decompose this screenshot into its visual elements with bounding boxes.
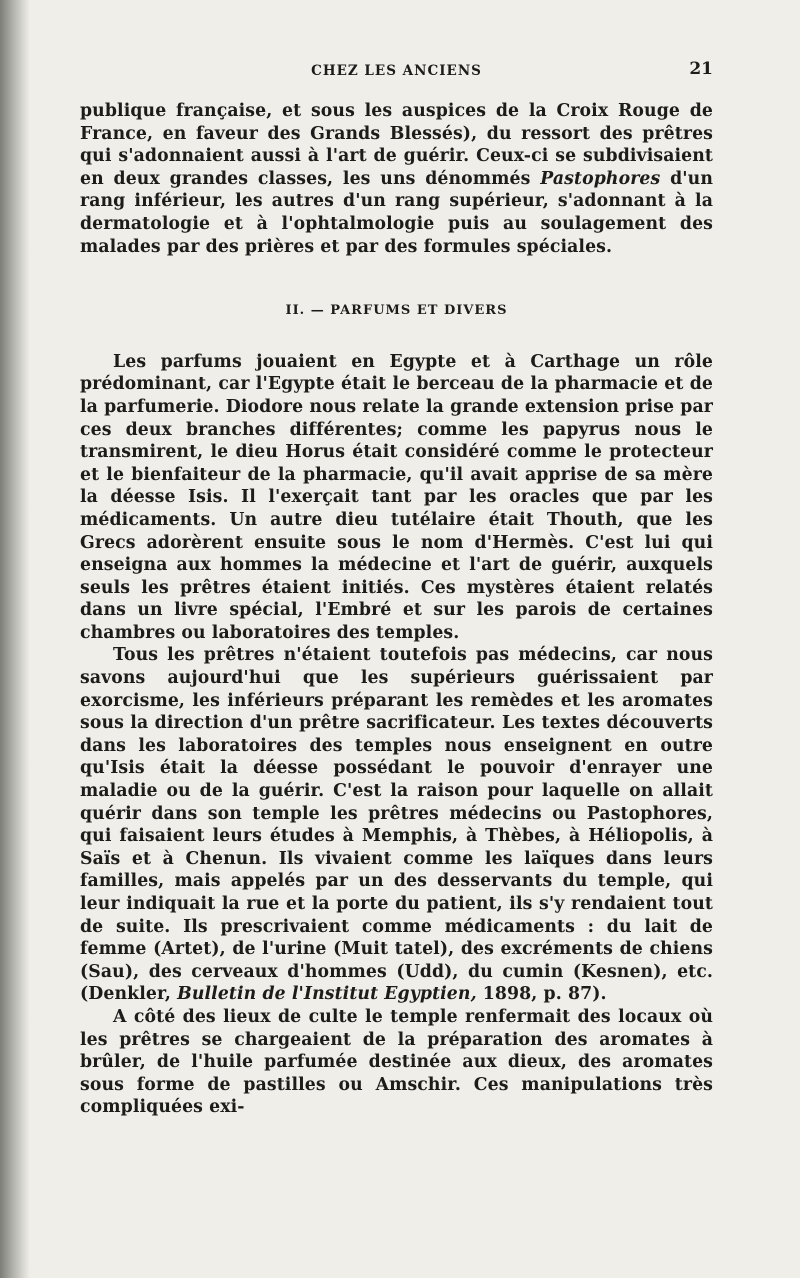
italic-citation: Bulletin de l'Institut Egyptien, <box>177 984 477 1005</box>
paragraph-text: Tous les prêtres n'étaient toutefois pas médecins, car nous savons aujourd'hui que les supérieurs guérissaient par exorcisme, les inférieurs préparant les remèdes et les aromates sous la direction d'un prêtre sacrificateur. Les textes découverts dans les laboratoires des temples nous enseignent en outre qu'Isis était la déesse possédant le pouvoir d'enrayer une maladie ou de la guérir. C'est la raison pour laquelle on allait quérir dans son temple les prêtres médecins ou Pastophores, qui faisaient leurs études à Memphis, à Thèbes, à Héliopolis, à Saïs et à Chenun. Ils vivaient comme les laïques dans leurs familles, mais appelés par un des desservants du temple, qui leur indiquait la rue et la porte du patient, ils s'y rendaient tout de suite. Ils prescrivaient comme médicaments : du lait de femme (Artet), de l'urine (Muit tatel), des excréments de chiens (Sau), des cerveaux d'hommes (Udd), du cumin (Kesnen), etc. (Denkler, <box>80 645 713 1005</box>
italic-term: Pastophores <box>540 168 661 189</box>
paragraph-aromates: A côté des lieux de culte le temple renfermait des locaux où les prêtres se chargeaient de la préparation des aromates à brûler, de l'huile parfumée destinée aux dieux, des aromates sous forme de pastilles ou Amschir. Ces manipulations très compliquées exi- <box>80 1006 713 1118</box>
binding-shadow <box>0 0 30 1278</box>
paragraph-parfums: Les parfums jouaient en Egypte et à Carthage un rôle prédominant, car l'Egypte était le berceau de la pharmacie et de la parfumerie. Diodore nous relate la grande extension prise par ces deux branches différentes; comme les papyrus nous le transmirent, le dieu Horus était considéré comme le protecteur et le bienfaiteur de la pharmacie, qu'il avait apprise de sa mère la déesse Isis. Il l'exerçait tant par les oracles que par les médicaments. Un autre dieu tutélaire était Thouth, que les Grecs adorèrent ensuite sous le nom d'Hermès. C'est lui qui enseigna aux hommes la médecine et l'art de guérir, auxquels seuls les prêtres étaient initiés. Ces mystères étaient relatés dans un livre spécial, l'Embré et sur les parois de certaines chambres ou laboratoires des temples. <box>80 351 713 643</box>
book-page <box>80 56 713 1119</box>
paragraph-text: d'un rang inférieur, les autres d'un rang supérieur, s'adonnant à la dermatologie et à l'ophtalmologie puis au soulagement des malades par des prières et par des formules spéciales. <box>80 168 713 257</box>
paragraph-continued <box>80 100 713 258</box>
page-number: 21 <box>689 59 713 79</box>
body-text <box>80 100 713 1119</box>
paragraph-text: 1898, p. 87). <box>476 984 607 1005</box>
running-title: CHEZ LES ANCIENS <box>311 63 482 79</box>
running-head <box>80 56 713 82</box>
paragraph-text: publique française, et sous les auspices de la Croix Rouge de France, en faveur des Grands Blessés), du ressort des prêtres qui s'adonnaient aussi à l'art de guérir. Ceux-ci se subdivisaient en deux grandes classes, les uns dénommés <box>80 101 713 189</box>
paragraph-pretres <box>80 644 713 1006</box>
section-heading: II. — PARFUMS ET DIVERS <box>285 303 508 319</box>
